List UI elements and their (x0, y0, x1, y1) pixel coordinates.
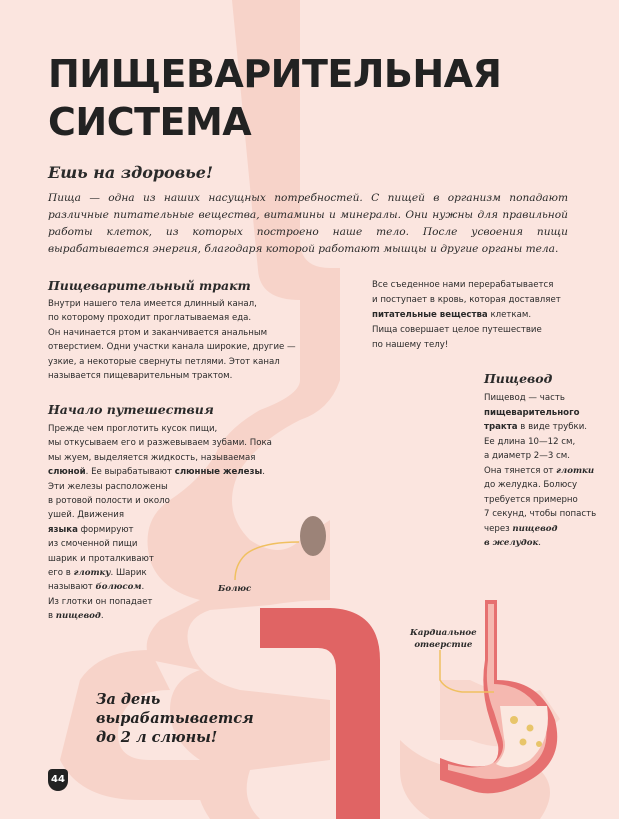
text-line: 7 секунд, чтобы попасть (484, 509, 597, 519)
absorption-paragraph (372, 278, 561, 353)
text-line: до желудка. Болюсу (484, 480, 578, 490)
page-subtitle: Ешь на здоровье! (48, 163, 213, 182)
food-particle (510, 716, 518, 724)
text-line: и поступает в кровь, которая доставляет (372, 295, 561, 305)
text-fragment: клеткам. (487, 310, 532, 320)
tract-heading: Пищеварительный тракт (48, 278, 251, 293)
page-title (48, 50, 501, 146)
keyword: пищевод (512, 523, 558, 534)
text-line (484, 464, 596, 479)
text-line: Внутри нашего тела имеется длинный канал, (48, 299, 257, 309)
text-fragment: в виде трубки. (517, 422, 588, 432)
food-particle (527, 725, 534, 732)
text-line: Из глотки он попадает (48, 596, 153, 607)
keyword: в желудок (484, 538, 539, 548)
text-fragment: . (141, 582, 145, 593)
text-line: Ее длина 10—12 см, (484, 436, 576, 447)
text-line (48, 465, 272, 479)
text-line (48, 523, 272, 537)
keyword: пищевод (55, 611, 101, 622)
text-line: требуется примерно (484, 494, 578, 505)
food-particle (536, 741, 542, 747)
keyword: пищеварительного (484, 407, 580, 418)
label-line: отверстие (414, 640, 473, 650)
text-line: в ротовой полости и около (48, 496, 170, 507)
text-line: Пища совершает целое путешествие (372, 325, 542, 335)
esophagus-paragraph (484, 391, 596, 551)
text-fragment: . Шарик (110, 568, 147, 579)
text-fragment: Она тянется от (484, 465, 557, 476)
text-line: шарик и проталкивают (48, 553, 154, 564)
text-line: Он начинается ртом и заканчивается анальным (48, 327, 268, 338)
text-fragment: . (262, 467, 265, 478)
text-line (484, 420, 596, 435)
title-line-1: ПИЩЕВАРИТЕЛЬНАЯ (48, 52, 502, 96)
intro-paragraph: Пища — одна из наших насущных потребностей. С пищей в организм попадают различные питательные вещества, витамины и минералы. Они нужны для правильной работы клеток, из которых построено наше тело. После усвоения пищи вырабатывается энергия, благодаря которой работают мышцы и другие органы тела. (48, 192, 568, 255)
text-fragment: его в (48, 568, 74, 579)
fact-line: вырабатывается (96, 710, 254, 727)
text-fragment: называют (48, 582, 96, 593)
text-line: мы жуем, выделяется жидкость, называемая (48, 452, 256, 463)
text-fragment: через (484, 523, 513, 534)
text-line: по нашему телу! (372, 340, 449, 350)
text-fragment: . (538, 538, 542, 548)
text-line: Все съеденное нами перерабатывается (372, 280, 554, 290)
text-line: мы откусываем его и разжевываем зубами. Пока (48, 438, 272, 449)
text-fragment: формируют (77, 524, 134, 535)
text-line: ушей. Движения (48, 510, 125, 521)
journey-heading: Начало путешествия (48, 402, 214, 417)
bolus-label: Болюс (218, 584, 252, 594)
saliva-fact (96, 690, 254, 747)
text-line: Прежде чем проглотить кусок пищи, (48, 424, 218, 434)
fact-line: до 2 л слюны! (96, 729, 218, 746)
keyword: глотку (73, 568, 111, 579)
text-line: Пищевод — часть (484, 393, 565, 403)
fact-line: За день (96, 691, 161, 708)
text-line (48, 566, 272, 580)
text-line: называется пищеварительным трактом. (48, 371, 233, 382)
keyword: питательные вещества (372, 310, 488, 320)
title-line-2: СИСТЕМА (48, 100, 252, 144)
bolus-shape (300, 516, 326, 556)
page-number-badge: 44 (48, 769, 68, 791)
text-line: узкие, а некоторые свернуты петлями. Этот канал (48, 356, 280, 367)
text-line (372, 308, 561, 323)
text-line: Эти железы расположены (48, 481, 168, 492)
text-fragment: в (48, 611, 56, 622)
food-particle (520, 739, 527, 746)
keyword: болюсом (95, 582, 142, 593)
text-line: из смоченной пищи (48, 539, 138, 550)
keyword: глотки (556, 465, 595, 476)
tract-paragraph (48, 297, 296, 383)
cardiac-orifice-label (410, 627, 477, 651)
text-line (484, 406, 596, 421)
keyword: слюнные железы (174, 467, 263, 478)
text-fragment: . (100, 611, 104, 622)
text-line: по которому проходит проглатываемая еда. (48, 313, 252, 324)
text-line (484, 536, 596, 551)
text-fragment: . Ее вырабатывают (85, 467, 175, 478)
keyword: языка (48, 524, 78, 535)
text-line (484, 522, 596, 537)
label-line: Кардиальное (410, 628, 477, 638)
text-line: отверстием. Одни участки канала широкие, другие — (48, 342, 296, 353)
keyword: тракта (484, 422, 518, 432)
keyword: слюной (48, 467, 86, 478)
text-line: а диаметр 2—3 см. (484, 451, 570, 461)
text-line (48, 609, 272, 623)
esophagus-heading: Пищевод (484, 371, 553, 386)
